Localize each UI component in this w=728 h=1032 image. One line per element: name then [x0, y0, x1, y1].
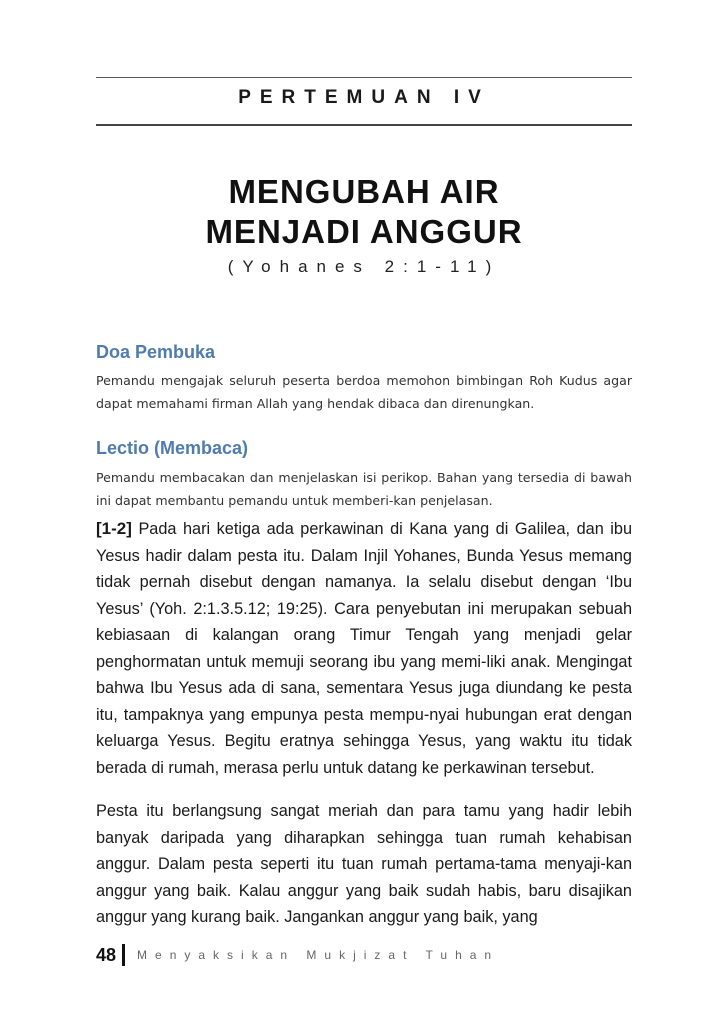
header-bottom-rule — [96, 124, 632, 126]
verse-reference: [1-2] — [96, 519, 132, 538]
page-footer — [96, 943, 499, 967]
body-paragraph-1 — [96, 516, 632, 781]
scripture-reference: (Yohanes 2:1-11) — [227, 257, 501, 276]
book-title: Menyaksikan Mukjizat Tuhan — [137, 948, 500, 962]
page-number: 48 — [96, 944, 117, 965]
chapter-label: PERTEMUAN IV — [238, 87, 490, 108]
section-text-doa-pembuka: Pemandu mengajak seluruh peserta berdoa memohon bimbingan Roh Kudus agar dapat memahami firman Allah yang hendak dibaca dan direnungkan. — [96, 373, 632, 411]
body-paragraph-2: Pesta itu berlangsung sangat meriah dan para tamu yang hadir lebih banyak daripada yang diharapkan sehingga tuan rumah kehabisan anggur. Dalam pesta seperti itu tuan rumah pertama-tama menyaji-kan anggur yang baik. Kalau anggur yang baik sudah habis, baru disajikan anggur yang kurang baik. Jangankan anggur yang baik, yang — [96, 802, 632, 926]
section-text-lectio: Pemandu membacakan dan menjelaskan isi perikop. Bahan yang tersedia di bawah ini dapat membantu pemandu untuk memberi-kan penjelasan. — [96, 470, 632, 508]
chapter-title-line-2: MENJADI ANGGUR — [205, 213, 523, 250]
chapter-title-line-1: MENGUBAH AIR — [228, 173, 500, 210]
header-top-rule — [96, 77, 632, 78]
section-heading-lectio: Lectio (Membaca) — [96, 438, 249, 458]
footer-divider — [122, 944, 125, 966]
section-heading-doa-pembuka: Doa Pembuka — [96, 342, 216, 362]
body-paragraph-1-text: Pada hari ketiga ada perkawinan di Kana yang di Galilea, dan ibu Yesus hadir dalam pesta itu. Dalam Injil Yohanes, Bunda Yesus memang tidak pernah disebut dengan namanya. Ia selalu disebut dengan ‘Ibu Yesus’ (Yoh. 2:1.3.5.12; 19:25). Cara penyebutan ini merupakan sebuah kebiasaan di kalangan orang Timur Tengah yang menjadi gelar penghormatan untuk memuji seorang ibu yang memi-liki anak. Mengingat bahwa Ibu Yesus ada di sana, sementara Yesus juga diundang ke pesta itu, tampaknya yang empunya pesta mempu-nyai hubungan erat dengan keluarga Yesus. Begitu eratnya sehingga Yesus, yang waktu itu tidak berada di rumah, merasa perlu untuk datang ke perkawinan tersebut. — [96, 520, 632, 777]
